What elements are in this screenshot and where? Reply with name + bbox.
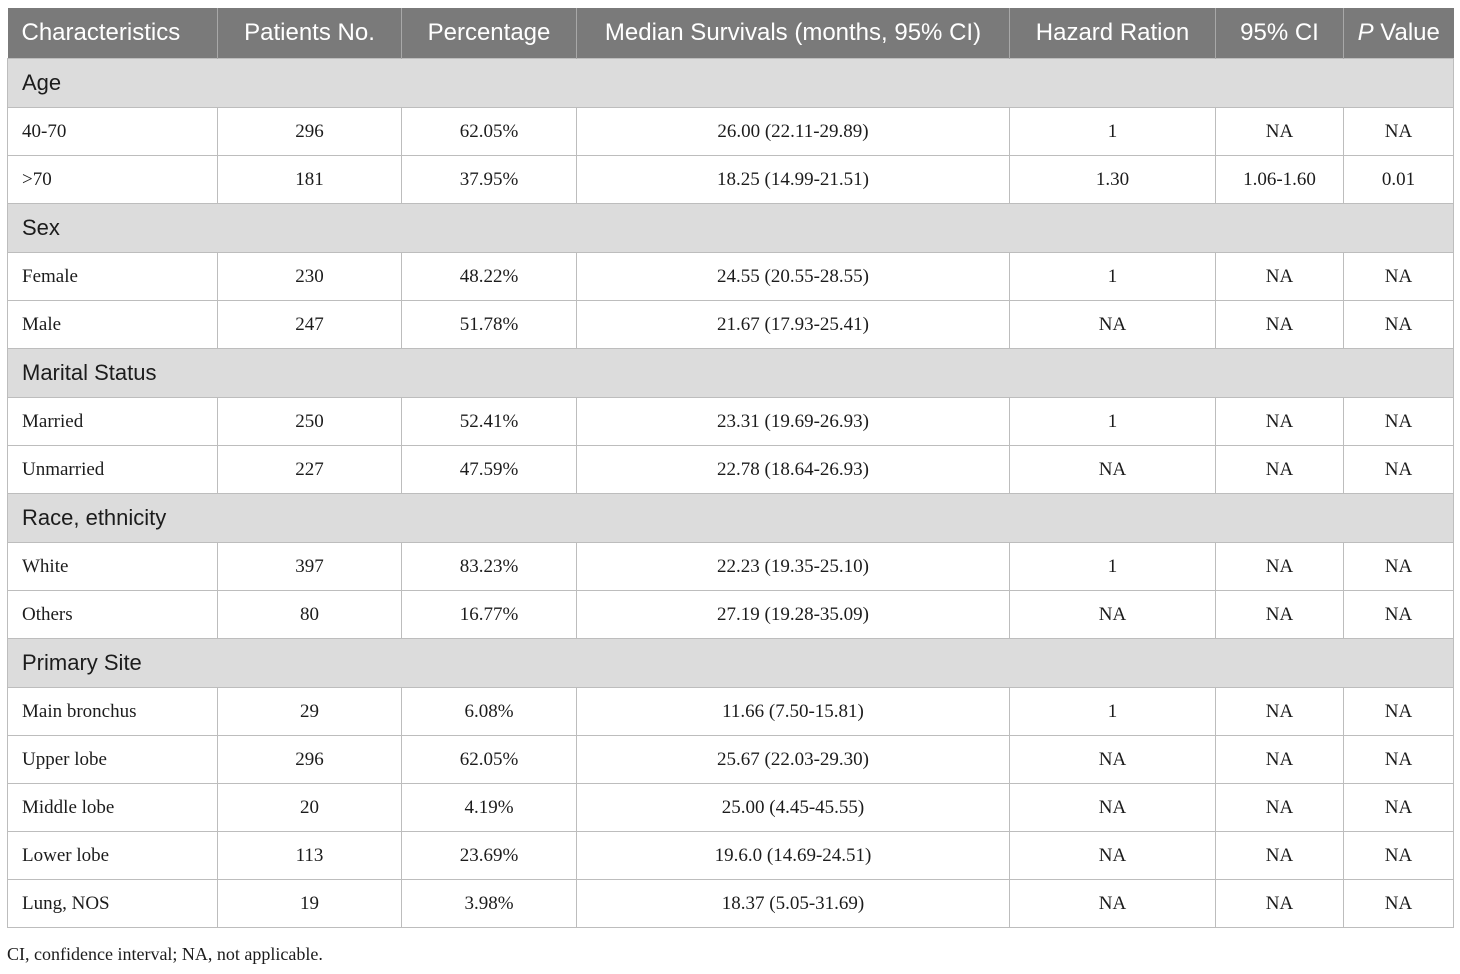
cell-median-survival: 22.78 (18.64-26.93): [577, 446, 1010, 494]
cell-patients-no: 296: [218, 108, 402, 156]
table-body: [8, 59, 1454, 928]
cell-p-value: NA: [1344, 688, 1454, 736]
cell-p-value: NA: [1344, 591, 1454, 639]
cell-hazard-ration: 1: [1010, 543, 1216, 591]
cell-hazard-ration: NA: [1010, 591, 1216, 639]
cell-percentage: 6.08%: [402, 688, 577, 736]
cell-percentage: 16.77%: [402, 591, 577, 639]
cell-characteristic: Male: [8, 301, 218, 349]
table-row: [8, 108, 1454, 156]
cell-characteristic: Main bronchus: [8, 688, 218, 736]
cell-median-survival: 23.31 (19.69-26.93): [577, 398, 1010, 446]
cell-p-value: NA: [1344, 398, 1454, 446]
cell-percentage: 37.95%: [402, 156, 577, 204]
cell-percentage: 47.59%: [402, 446, 577, 494]
cell-percentage: 62.05%: [402, 108, 577, 156]
table-row: [8, 736, 1454, 784]
cell-hazard-ration: NA: [1010, 301, 1216, 349]
cell-ci95: NA: [1216, 301, 1344, 349]
cell-patients-no: 20: [218, 784, 402, 832]
header-patients-no: Patients No.: [218, 8, 402, 59]
cell-median-survival: 25.67 (22.03-29.30): [577, 736, 1010, 784]
cell-ci95: NA: [1216, 880, 1344, 928]
cell-p-value: NA: [1344, 253, 1454, 301]
table-row: [8, 880, 1454, 928]
cell-percentage: 83.23%: [402, 543, 577, 591]
cell-median-survival: 18.37 (5.05-31.69): [577, 880, 1010, 928]
cell-ci95: NA: [1216, 446, 1344, 494]
cell-ci95: NA: [1216, 108, 1344, 156]
header-95-ci: 95% CI: [1216, 8, 1344, 59]
cell-percentage: 51.78%: [402, 301, 577, 349]
table-row: [8, 688, 1454, 736]
table-row: [8, 784, 1454, 832]
cell-patients-no: 181: [218, 156, 402, 204]
section-row: [8, 494, 1454, 543]
header-characteristics: Characteristics: [8, 8, 218, 59]
cell-patients-no: 247: [218, 301, 402, 349]
cell-patients-no: 113: [218, 832, 402, 880]
cell-p-value: NA: [1344, 832, 1454, 880]
header-p-value: [1344, 8, 1454, 59]
cell-characteristic: Married: [8, 398, 218, 446]
cell-p-value: 0.01: [1344, 156, 1454, 204]
cell-characteristic: Upper lobe: [8, 736, 218, 784]
cell-hazard-ration: NA: [1010, 880, 1216, 928]
cell-hazard-ration: 1.30: [1010, 156, 1216, 204]
cell-ci95: NA: [1216, 736, 1344, 784]
cell-ci95: NA: [1216, 688, 1344, 736]
cell-patients-no: 29: [218, 688, 402, 736]
cell-hazard-ration: 1: [1010, 108, 1216, 156]
section-title: Primary Site: [8, 639, 1454, 688]
cell-patients-no: 19: [218, 880, 402, 928]
cell-ci95: NA: [1216, 784, 1344, 832]
table-row: [8, 301, 1454, 349]
cell-hazard-ration: 1: [1010, 398, 1216, 446]
table-row: [8, 446, 1454, 494]
cell-median-survival: 18.25 (14.99-21.51): [577, 156, 1010, 204]
cell-median-survival: 26.00 (22.11-29.89): [577, 108, 1010, 156]
cell-p-value: NA: [1344, 543, 1454, 591]
cell-ci95: NA: [1216, 543, 1344, 591]
cell-ci95: NA: [1216, 591, 1344, 639]
cell-characteristic: 40-70: [8, 108, 218, 156]
section-row: [8, 349, 1454, 398]
header-percentage: Percentage: [402, 8, 577, 59]
survival-table: [7, 8, 1454, 928]
cell-characteristic: Others: [8, 591, 218, 639]
cell-p-value: NA: [1344, 736, 1454, 784]
cell-ci95: NA: [1216, 832, 1344, 880]
cell-p-value: NA: [1344, 880, 1454, 928]
table-row: [8, 156, 1454, 204]
cell-hazard-ration: 1: [1010, 253, 1216, 301]
cell-characteristic: Unmarried: [8, 446, 218, 494]
cell-patients-no: 227: [218, 446, 402, 494]
header-p-italic: P: [1357, 19, 1374, 46]
cell-patients-no: 250: [218, 398, 402, 446]
cell-characteristic: >70: [8, 156, 218, 204]
cell-median-survival: 11.66 (7.50-15.81): [577, 688, 1010, 736]
cell-percentage: 62.05%: [402, 736, 577, 784]
cell-median-survival: 27.19 (19.28-35.09): [577, 591, 1010, 639]
cell-p-value: NA: [1344, 108, 1454, 156]
cell-hazard-ration: NA: [1010, 446, 1216, 494]
cell-characteristic: Middle lobe: [8, 784, 218, 832]
cell-percentage: 52.41%: [402, 398, 577, 446]
cell-characteristic: Lung, NOS: [8, 880, 218, 928]
cell-p-value: NA: [1344, 446, 1454, 494]
cell-percentage: 23.69%: [402, 832, 577, 880]
cell-hazard-ration: 1: [1010, 688, 1216, 736]
table-row: [8, 398, 1454, 446]
cell-percentage: 48.22%: [402, 253, 577, 301]
cell-hazard-ration: NA: [1010, 832, 1216, 880]
cell-characteristic: Female: [8, 253, 218, 301]
section-row: [8, 204, 1454, 253]
table-row: [8, 543, 1454, 591]
table-footnote: CI, confidence interval; NA, not applicable.: [7, 944, 323, 964]
cell-patients-no: 80: [218, 591, 402, 639]
header-p-value-label: Value: [1373, 19, 1440, 46]
section-title: Sex: [8, 204, 1454, 253]
cell-patients-no: 397: [218, 543, 402, 591]
table-row: [8, 253, 1454, 301]
cell-characteristic: White: [8, 543, 218, 591]
cell-median-survival: 21.67 (17.93-25.41): [577, 301, 1010, 349]
table-row: [8, 832, 1454, 880]
cell-patients-no: 296: [218, 736, 402, 784]
header-row: [8, 8, 1454, 59]
header-median-survivals: Median Survivals (months, 95% CI): [577, 8, 1010, 59]
cell-median-survival: 25.00 (4.45-45.55): [577, 784, 1010, 832]
cell-p-value: NA: [1344, 784, 1454, 832]
cell-characteristic: Lower lobe: [8, 832, 218, 880]
cell-hazard-ration: NA: [1010, 736, 1216, 784]
cell-percentage: 3.98%: [402, 880, 577, 928]
section-title: Marital Status: [8, 349, 1454, 398]
section-row: [8, 59, 1454, 108]
cell-percentage: 4.19%: [402, 784, 577, 832]
cell-ci95: NA: [1216, 253, 1344, 301]
section-title: Age: [8, 59, 1454, 108]
section-row: [8, 639, 1454, 688]
cell-median-survival: 19.6.0 (14.69-24.51): [577, 832, 1010, 880]
cell-ci95: NA: [1216, 398, 1344, 446]
cell-hazard-ration: NA: [1010, 784, 1216, 832]
cell-median-survival: 24.55 (20.55-28.55): [577, 253, 1010, 301]
cell-ci95: 1.06-1.60: [1216, 156, 1344, 204]
cell-patients-no: 230: [218, 253, 402, 301]
table-row: [8, 591, 1454, 639]
cell-median-survival: 22.23 (19.35-25.10): [577, 543, 1010, 591]
cell-p-value: NA: [1344, 301, 1454, 349]
header-hazard-ration: Hazard Ration: [1010, 8, 1216, 59]
section-title: Race, ethnicity: [8, 494, 1454, 543]
